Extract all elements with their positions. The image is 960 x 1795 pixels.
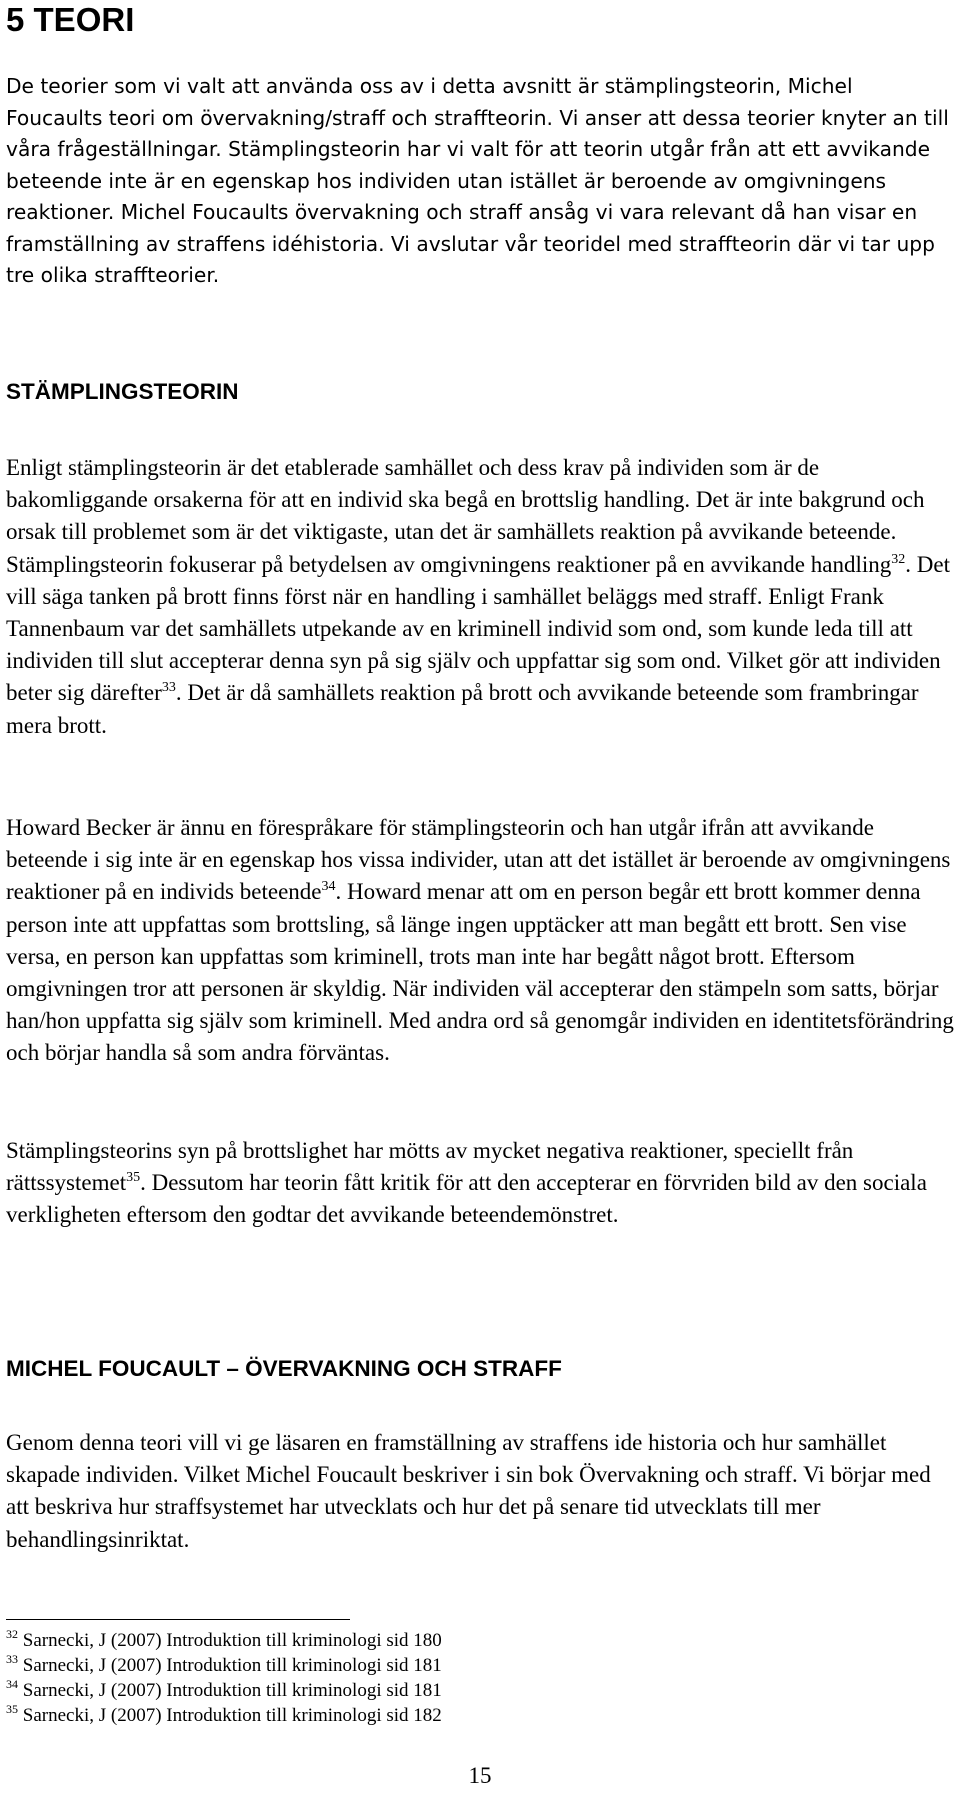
foucault-paragraph-1: Genom denna teori vill vi ge läsaren en framställning av straffens ide historia och hur samhället skapade individen. Vilket Michel Foucault beskriver i sin bok Övervakning och straff. Vi börjar med att beskriva hur straffsystemet har utvecklats och hur det på senare tid utvecklats till mer behandlingsinriktat. — [6, 1430, 931, 1552]
intro-paragraph: De teorier som vi valt att använda oss av i detta avsnitt är stämplingsteorin, Michel Foucaults teori om övervakning/straff och straffteorin. Vi anser att dessa teorier knyter an till våra frågeställningar. Stämplingsteorin har vi valt för att teorin utgår från att ett avvikande beteende inte är en egenskap hos individen utan istället är beroende av omgivningens reaktioner. Michel Foucaults övervakning och straff ansåg vi vara relevant då han visar en framställning av straffens idéhistoria. Vi avslutar vår teoridel med straffteorin där vi tar upp tre olika straffteorier. — [6, 74, 949, 287]
footnote: $^{34}$ Sarnecki, J (2007) Introduktion till kriminologi sid 181 — [6, 1677, 442, 1701]
footnote-ref-34: 34 — [321, 879, 336, 895]
footnote-ref-32: 32 — [891, 551, 906, 567]
stamplingsteorin-paragraph-2: Howard Becker är ännu en förespråkare för stämplingsteorin och han utgår ifrån att avvikande beteende i sig inte är en egenskap hos vissa individer, utan att det istället är beroende av omgivningens reaktioner på en individs beteende$^{34}$. Howard menar att om en person begår ett brott kommer denna person inte att uppfattas som brottsling, så länge ingen upptäcker att man begått ett brott. Sen vise versa, en person kan uppfattas som kriminell, trots man inte har begått något brott. Eftersom omgivningen tror att personen är skyldig. När individen väl accepterar den stämpeln som satts, börjar han/hon uppfatta sig själv som kriminell. Med andra ord så genomgår individen en identitetsförändring och börjar handla så som andra förväntas. — [6, 815, 954, 1066]
footnote-ref-35: 35 — [126, 1170, 141, 1186]
footnote-divider — [6, 1619, 350, 1620]
stamplingsteorin-paragraph-1: Enligt stämplingsteorin är det etablerade samhället och dess krav på individen som är de bakomliggande orsakerna för att en individ ska begå en brottslig handling. Det är inte bakgrund och orsak till problemet som är det viktigaste, utan det är samhällets reaktion på avvikande beteende. Stämplingsteorin fokuserar på betydelsen av omgivningens reaktioner på en avvikande handling$^{32}$. Det vill säga tanken på brott finns först när en handling i samhället beläggs med straff. Enligt Frank Tannenbaum var det samhällets utpekande av en kriminell individ som ond, som kunde leda till att individen till slut accepterar denna syn på sig själv och uppfattar sig som ond. Vilket gör att individen beter sig därefter$^{33}$. Det är då samhällets reaktion på brott och avvikande beteende som frambringar mera brott. — [6, 455, 950, 738]
footnote: $^{32}$ Sarnecki, J (2007) Introduktion till kriminologi sid 180 — [6, 1627, 442, 1651]
section-heading-stamplingsteorin: STÄMPLINGSTEORIN — [6, 379, 239, 404]
footnote-ref-33: 33 — [161, 680, 176, 696]
stamplingsteorin-paragraph-3: Stämplingsteorins syn på brottslighet har mötts av mycket negativa reaktioner, speciellt från rättssystemet$^{35}$. Dessutom har teorin fått kritik för att den accepterar en förvriden bild av den sociala verkligheten eftersom den godtar det avvikande beteendemönstret. — [6, 1138, 927, 1228]
footnote: $^{35}$ Sarnecki, J (2007) Introduktion till kriminologi sid 182 — [6, 1702, 442, 1726]
chapter-heading: 5 TEORI — [6, 1, 135, 38]
footnote: $^{33}$ Sarnecki, J (2007) Introduktion till kriminologi sid 181 — [6, 1652, 442, 1676]
footnotes — [6, 1628, 442, 1728]
section-heading-foucault: MICHEL FOUCAULT – ÖVERVAKNING OCH STRAFF — [6, 1356, 562, 1381]
page-number: 15 — [468, 1763, 492, 1788]
